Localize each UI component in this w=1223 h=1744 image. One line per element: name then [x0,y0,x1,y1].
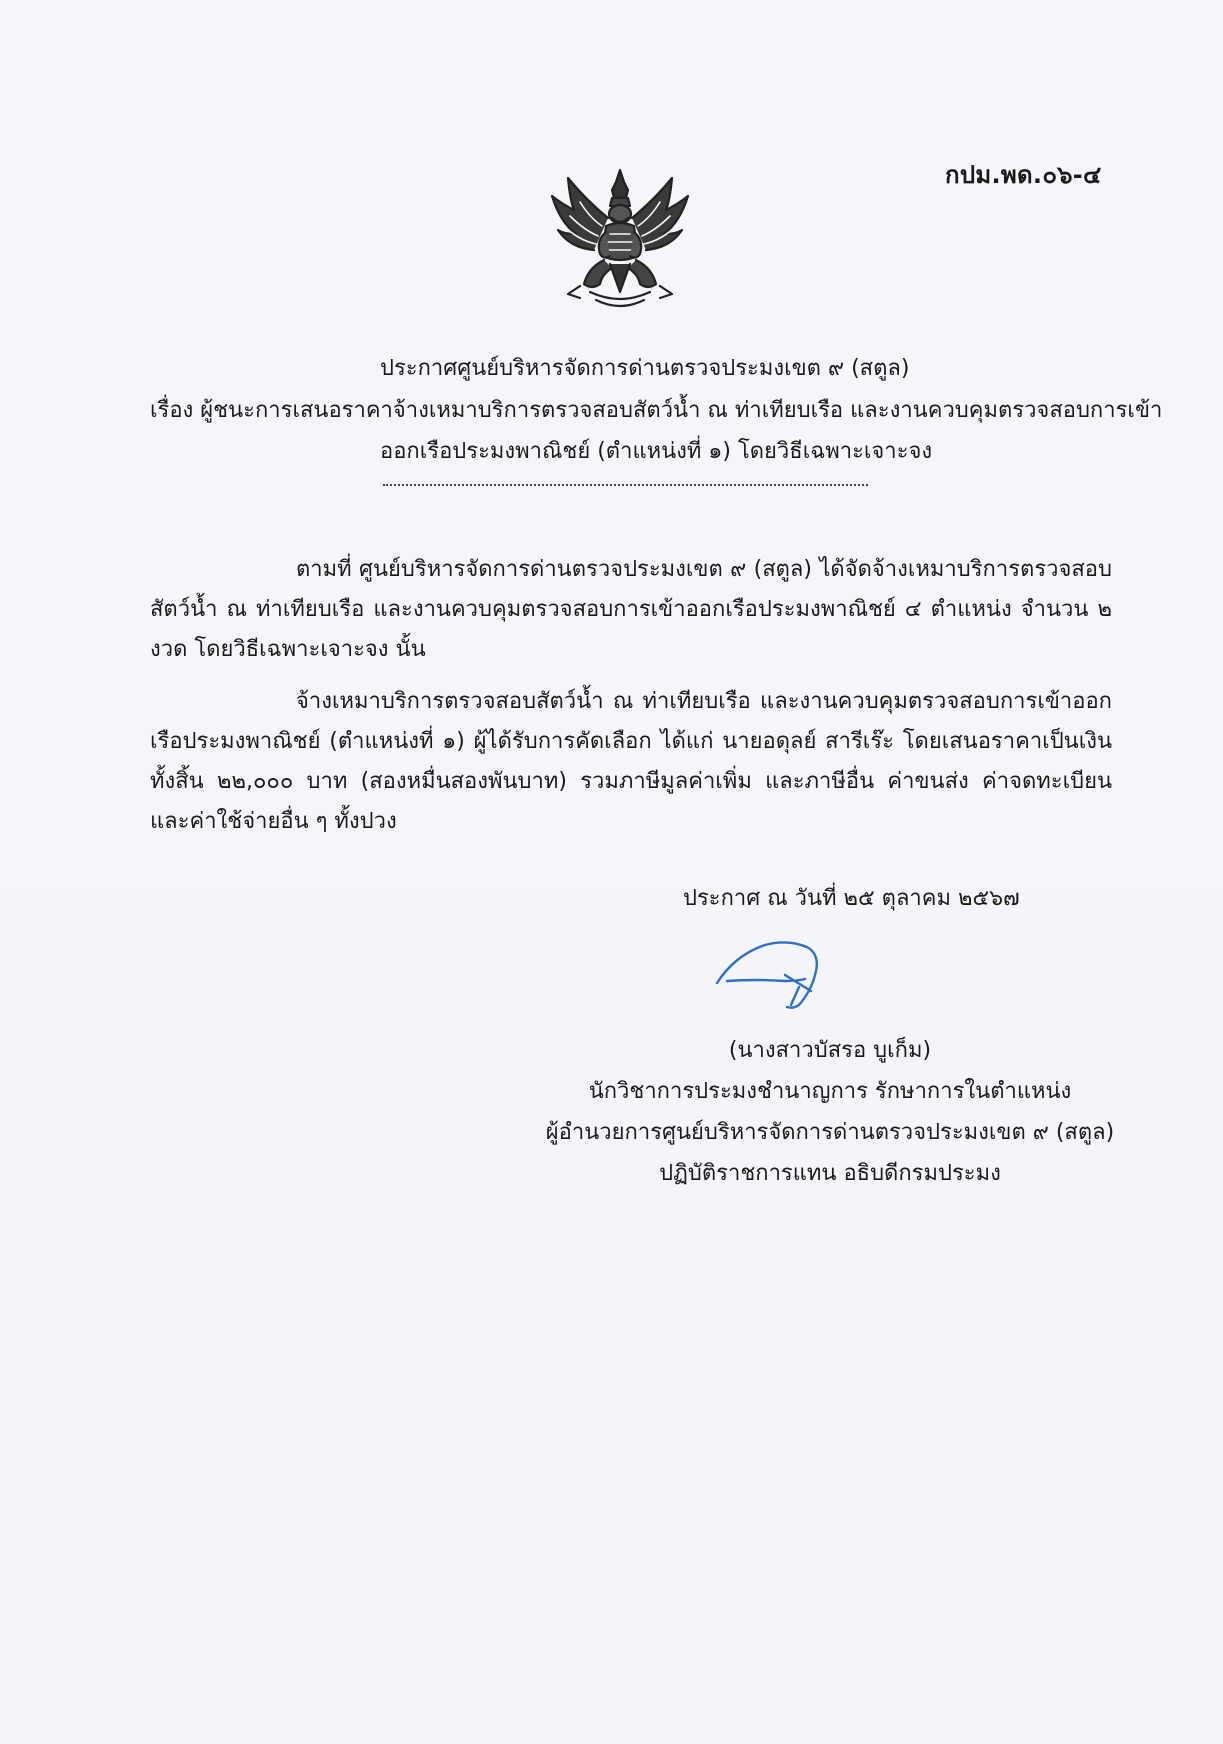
paragraph-1: ตามที่ ศูนย์บริหารจัดการด่านตรวจประมงเขต ๙ (สตูล) ได้จัดจ้างเหมาบริการตรวจสอบสัตว์น้ำ ณ ท่าเทียบเรือ และงานควบคุมตรวจสอบการเข้าออกเรือประมงพาณิชย์ ๔ ตำแหน่ง จำนวน ๒ งวด โดยวิธีเฉพาะเจาะจง นั้น [150,557,1112,662]
handwritten-signature-icon [715,935,835,1015]
subject-line-1: เรื่อง ผู้ชนะการเสนอราคาจ้างเหมาบริการตรวจสอบสัตว์น้ำ ณ ท่าเทียบเรือ และงานควบคุมตรวจสอบการเข้า [150,398,1163,423]
announcement-title: ประกาศศูนย์บริหารจัดการด่านตรวจประมงเขต ๙ (สตูล) [380,356,910,381]
document-code: กปม.พด.๐๖-๔ [945,161,1102,189]
dotted-divider [383,484,868,486]
signature-block [540,1030,1120,1194]
paragraph-2: จ้างเหมาบริการตรวจสอบสัตว์น้ำ ณ ท่าเทียบเรือ และงานควบคุมตรวจสอบการเข้าออกเรือประมงพาณิชย์ (ตำแหน่งที่ ๑) ผู้ได้รับการคัดเลือก ได้แก่ นายอดุลย์ สารีเร๊ะ โดยเสนอราคาเป็นเงินทั้งสิ้น ๒๒,๐๐๐ บาท (สองหมื่นสองพันบาท) รวมภาษีมูลค่าเพิ่ม และภาษีอื่น ค่าขนส่ง ค่าจดทะเบียน และค่าใช้จ่ายอื่น ๆ ทั้งปวง [150,689,1112,834]
announcement-date: ประกาศ ณ วันที่ ๒๕ ตุลาคม ๒๕๖๗ [683,886,1020,911]
signer-position-1: นักวิชาการประมงชำนาญการ รักษาการในตำแหน่ง [588,1079,1072,1104]
signer-position-3: ปฏิบัติราชการแทน อธิบดีกรมประมง [659,1161,1001,1186]
garuda-emblem-icon [540,160,700,320]
subject-line-2: ออกเรือประมงพาณิชย์ (ตำแหน่งที่ ๑) โดยวิธีเฉพาะเจาะจง [380,439,933,464]
signer-position-2: ผู้อำนวยการศูนย์บริหารจัดการด่านตรวจประมงเขต ๙ (สตูล) [545,1120,1115,1145]
signer-name: (นางสาวบัสรอ บูเก็ม) [728,1038,932,1063]
